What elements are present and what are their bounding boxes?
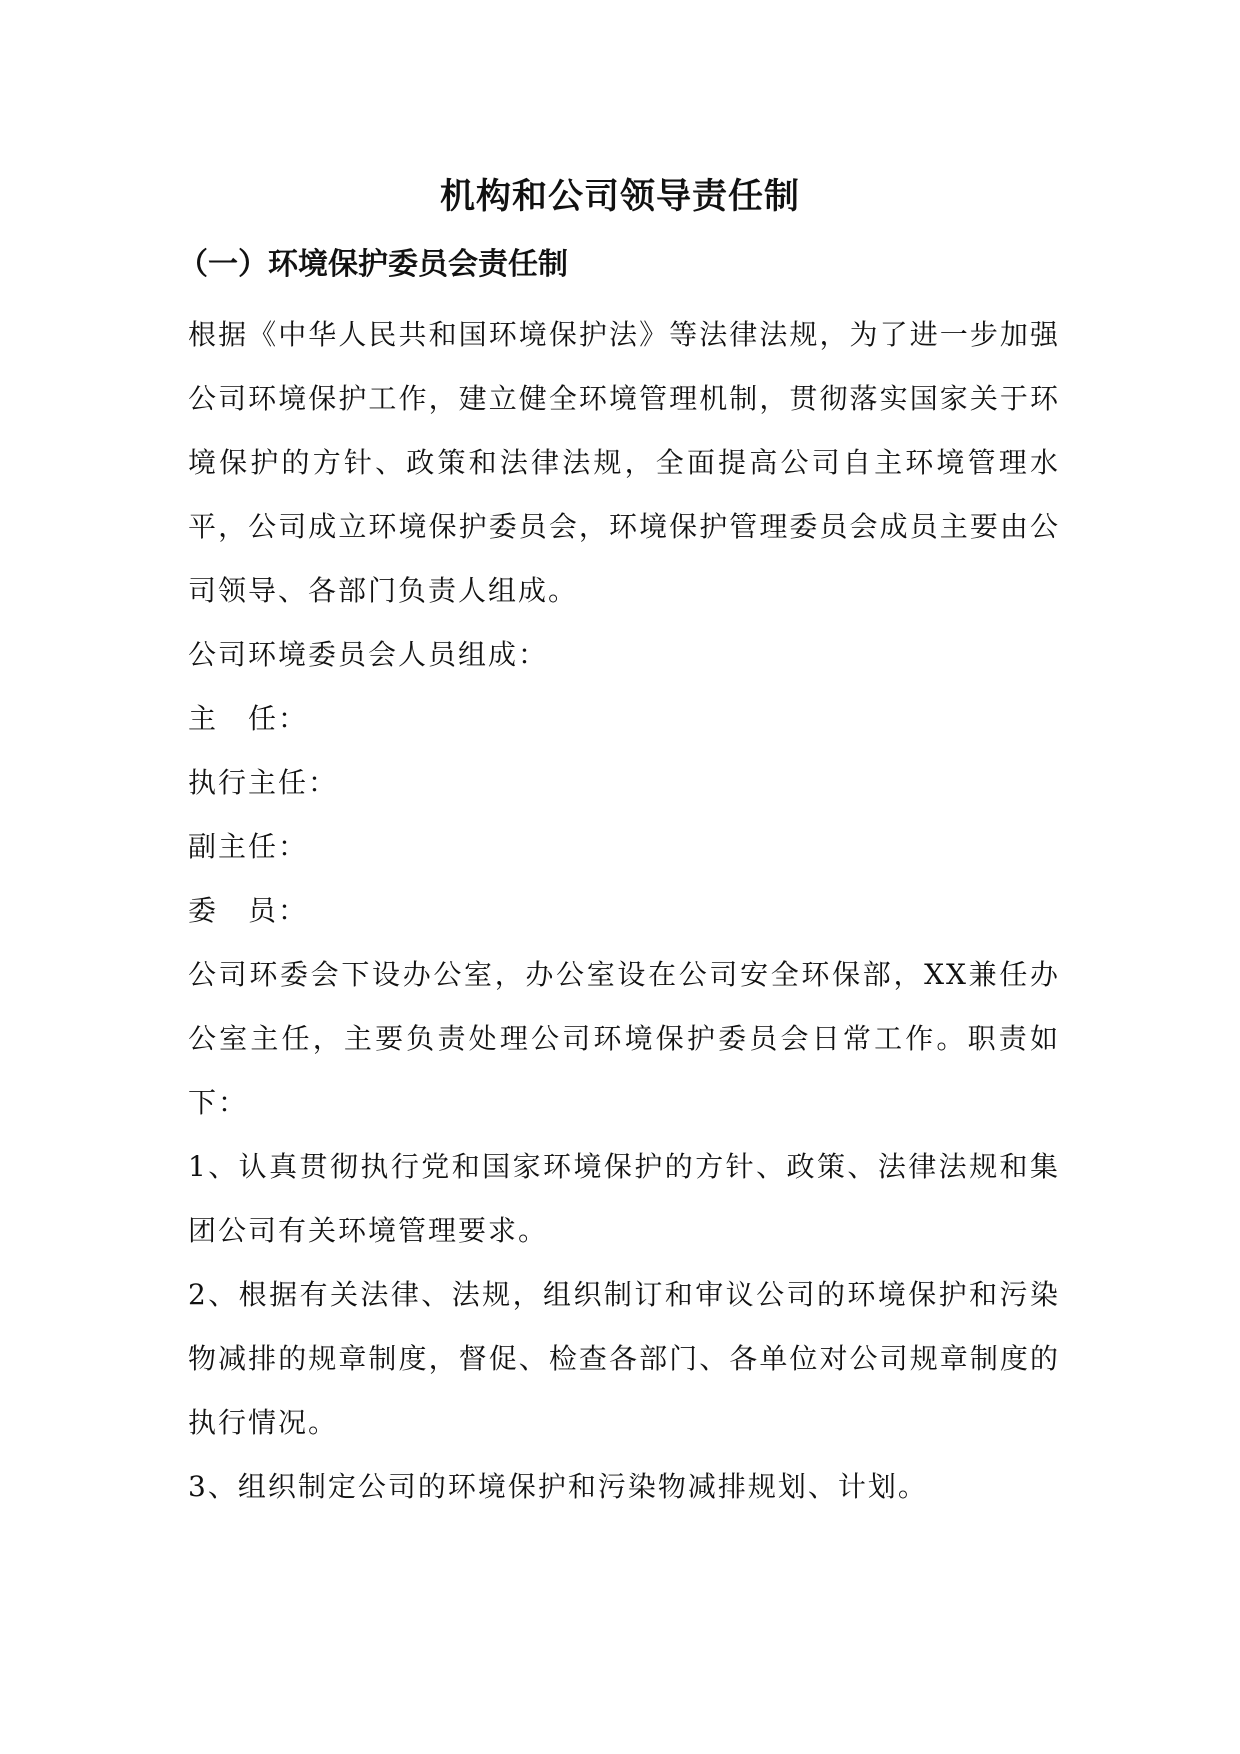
document-title: 机构和公司领导责任制: [439, 177, 800, 217]
duty-item-3: 3、组织制定公司的环境保护和污染物减排规划、计划。: [188, 1470, 928, 1503]
section-heading: （一）环境保护委员会责任制: [178, 247, 568, 282]
member-executive-director: 执行主任：: [188, 766, 339, 799]
office-paragraph: 公司环委会下设办公室，办公室设在公司安全环保部，XX兼任办公室主任，主要负责处理公司环境保护委员会日常工作。职责如下：: [188, 958, 1060, 1119]
intro-paragraph: 根据《中华人民共和国环境保护法》等法律法规，为了进一步加强公司环境保护工作，建立健全环境管理机制，贯彻落实国家关于环境保护的方针、政策和法律法规，全面提高公司自主环境管理水平，公司成立环境保护委员会，环境保护管理委员会成员主要由公司领导、各部门负责人组成。: [188, 318, 1060, 607]
duty-item-1: 1、认真贯彻执行党和国家环境保护的方针、政策、法律法规和集团公司有关环境管理要求。: [188, 1150, 1060, 1247]
composition-label: 公司环境委员会人员组成：: [188, 638, 549, 671]
member-director: 主 任：: [188, 702, 309, 735]
duty-item-2: 2、根据有关法律、法规，组织制订和审议公司的环境保护和污染物减排的规章制度，督促、检查各部门、各单位对公司规章制度的执行情况。: [188, 1278, 1060, 1439]
member-committee-members: 委 员：: [188, 894, 309, 927]
member-deputy-director: 副主任：: [188, 830, 309, 863]
